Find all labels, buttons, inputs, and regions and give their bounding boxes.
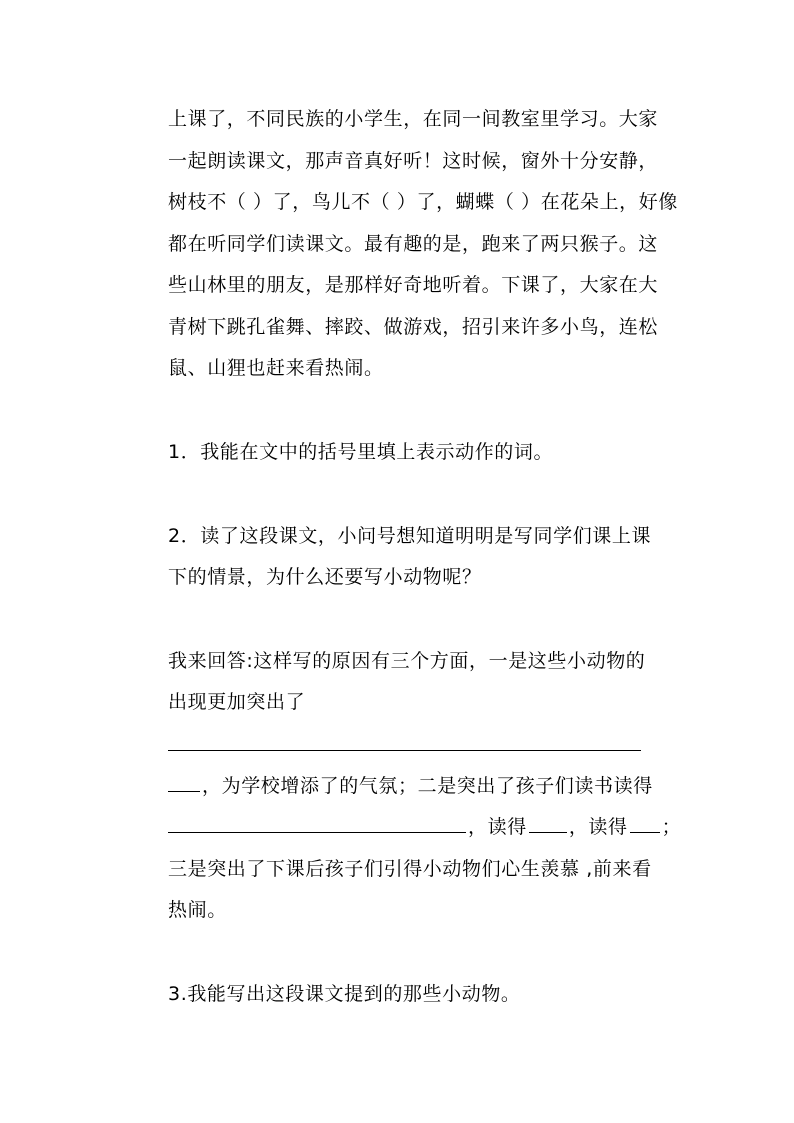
answer-line-2: 出现更加突出了 [168, 691, 306, 713]
passage-line-2: 一起朗读课文，那声音真好听！这时候，窗外十分安静， [168, 150, 659, 172]
answer-blank-atmosphere[interactable] [168, 773, 200, 792]
question-2-line-1: 2．读了这段课文，小问号想知道明明是写同学们课上课 [168, 525, 652, 547]
passage-line-4: 都在听同学们读课文。最有趣的是，跑来了两只猴子。这 [168, 233, 659, 255]
passage-line-3: 树枝不（ ）了，鸟儿不（ ）了，蝴蝶（ ）在花朵上，好像 [168, 191, 678, 213]
answer-line-4-text-a: ，读得 [468, 816, 527, 838]
answer-line-1: 我来回答:这样写的原因有三个方面，一是这些小动物的 [168, 650, 646, 672]
answer-line-4 [168, 814, 681, 840]
passage-line-1: 上课了，不同民族的小学生，在同一间教室里学习。大家 [168, 108, 659, 130]
answer-line-4-text-c: ； [661, 816, 682, 838]
answer-blank-reading-2[interactable] [529, 814, 567, 833]
answer-line-6: 热闹。 [168, 899, 227, 921]
answer-blank-reading-3[interactable] [630, 814, 660, 833]
question-1: 1．我能在文中的括号里填上表示动作的词。 [168, 441, 554, 463]
passage-line-6: 青树下跳孔雀舞、摔跤、做游戏，招引来许多小鸟，连松 [168, 316, 659, 338]
passage-line-7: 鼠、山狸也赶来看热闹。 [168, 357, 384, 379]
answer-line-4-text-b: ，读得 [568, 816, 628, 838]
answer-line-5: 三是突出了下课后孩子们引得小动物们心生羡慕 ,前来看 [168, 858, 652, 880]
answer-blank-reading-1[interactable] [168, 814, 466, 833]
answer-line-3 [168, 773, 653, 799]
question-3: 3.我能写出这段课文提到的那些小动物。 [168, 983, 521, 1005]
passage-line-5: 些山林里的朋友，是那样好奇地听着。下课了，大家在大 [168, 274, 659, 296]
answer-line-3-text: ，为学校增添了的气氛；二是突出了孩子们读书读得 [202, 775, 653, 797]
question-2-line-2: 下的情景，为什么还要写小动物呢？ [168, 566, 482, 588]
answer-blank-long[interactable] [168, 750, 641, 751]
